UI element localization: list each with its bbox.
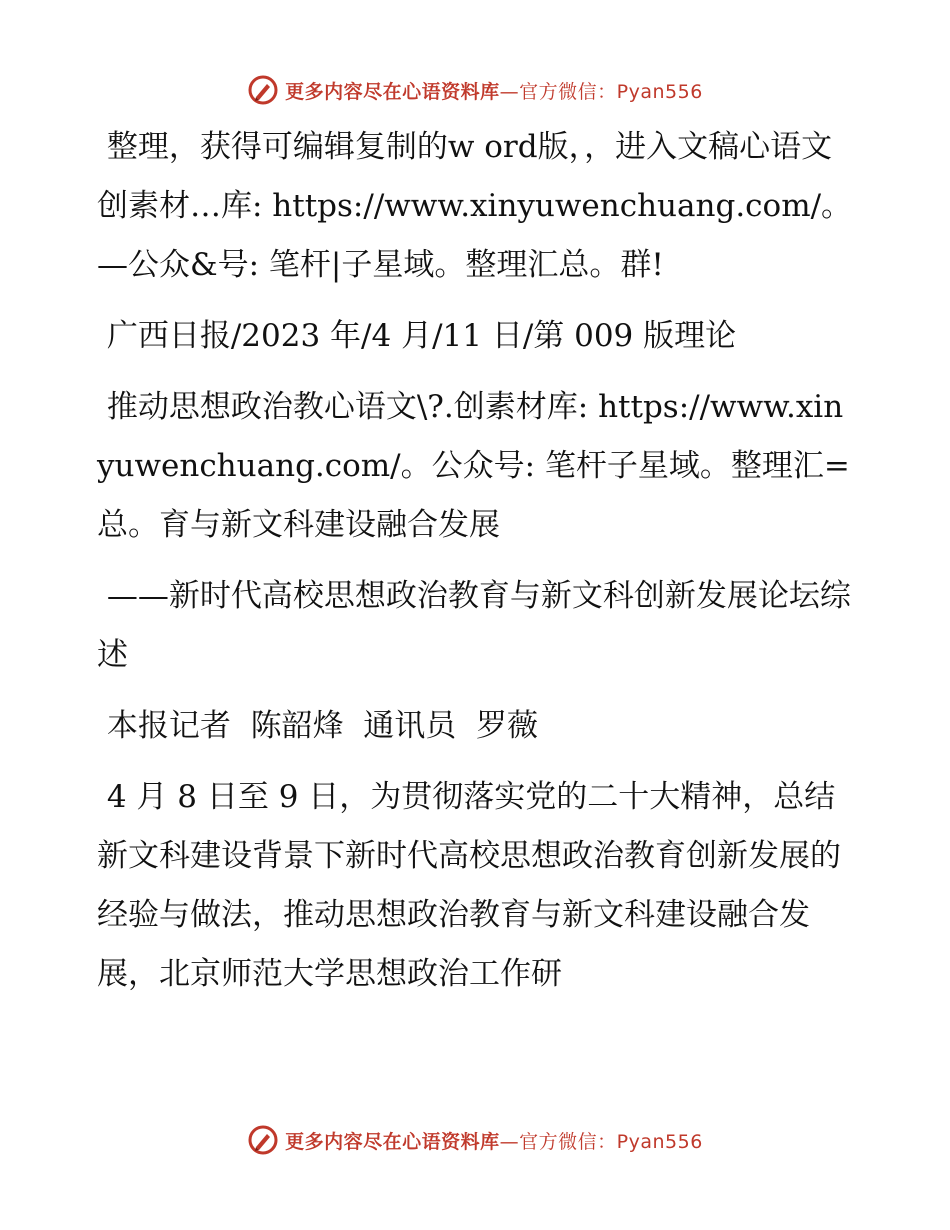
header-banner-subtitle: —官方微信：Pyan556: [499, 80, 703, 103]
pen-logo-icon: [247, 1124, 279, 1156]
header-banner-title: 更多内容尽在心语资料库: [285, 80, 500, 103]
paragraph-body: 4 月 8 日至 9 日，为贯彻落实党的二十大精神，总结新文科建设背景下新时代高校思想政治教育创新发展的经验与做法，推动思想政治教育与新文科建设融合发展，北京师范大学思想政治工作研: [97, 779, 841, 992]
footer-banner: [0, 1120, 950, 1160]
document-body: [97, 118, 857, 1004]
paragraph-source: 广西日报/2023 年/4 月/11 日/第 009 版理论: [97, 318, 737, 354]
paragraph-intro: 整理，获得可编辑复制的w ord版，，进入文稿心语文创素材…库: https://www.xinyuwenchuang.com/。—公众&号: 笔杆|子星域。整理汇总。群!: [97, 129, 853, 283]
pen-logo-icon: [247, 74, 279, 106]
paragraph-title: 推动思想政治教心语文\?.创素材库: https://www.xinyuwenchuang.com/。公众号: 笔杆子星域。整理汇=总。育与新文科建设融合发展: [97, 389, 850, 543]
paragraph-subtitle: ——新时代高校思想政治教育与新文科创新发展论坛综述: [97, 578, 851, 673]
paragraph-byline: 本报记者 陈韶烽 通讯员 罗薇: [97, 708, 538, 744]
footer-banner-subtitle: —官方微信：Pyan556: [499, 1130, 703, 1153]
footer-banner-title: 更多内容尽在心语资料库: [285, 1130, 500, 1153]
footer-banner-inner: [247, 1124, 703, 1156]
header-banner: [0, 70, 950, 110]
footer-banner-text: [285, 1127, 703, 1154]
header-banner-text: [285, 77, 703, 104]
header-banner-inner: [247, 74, 703, 106]
